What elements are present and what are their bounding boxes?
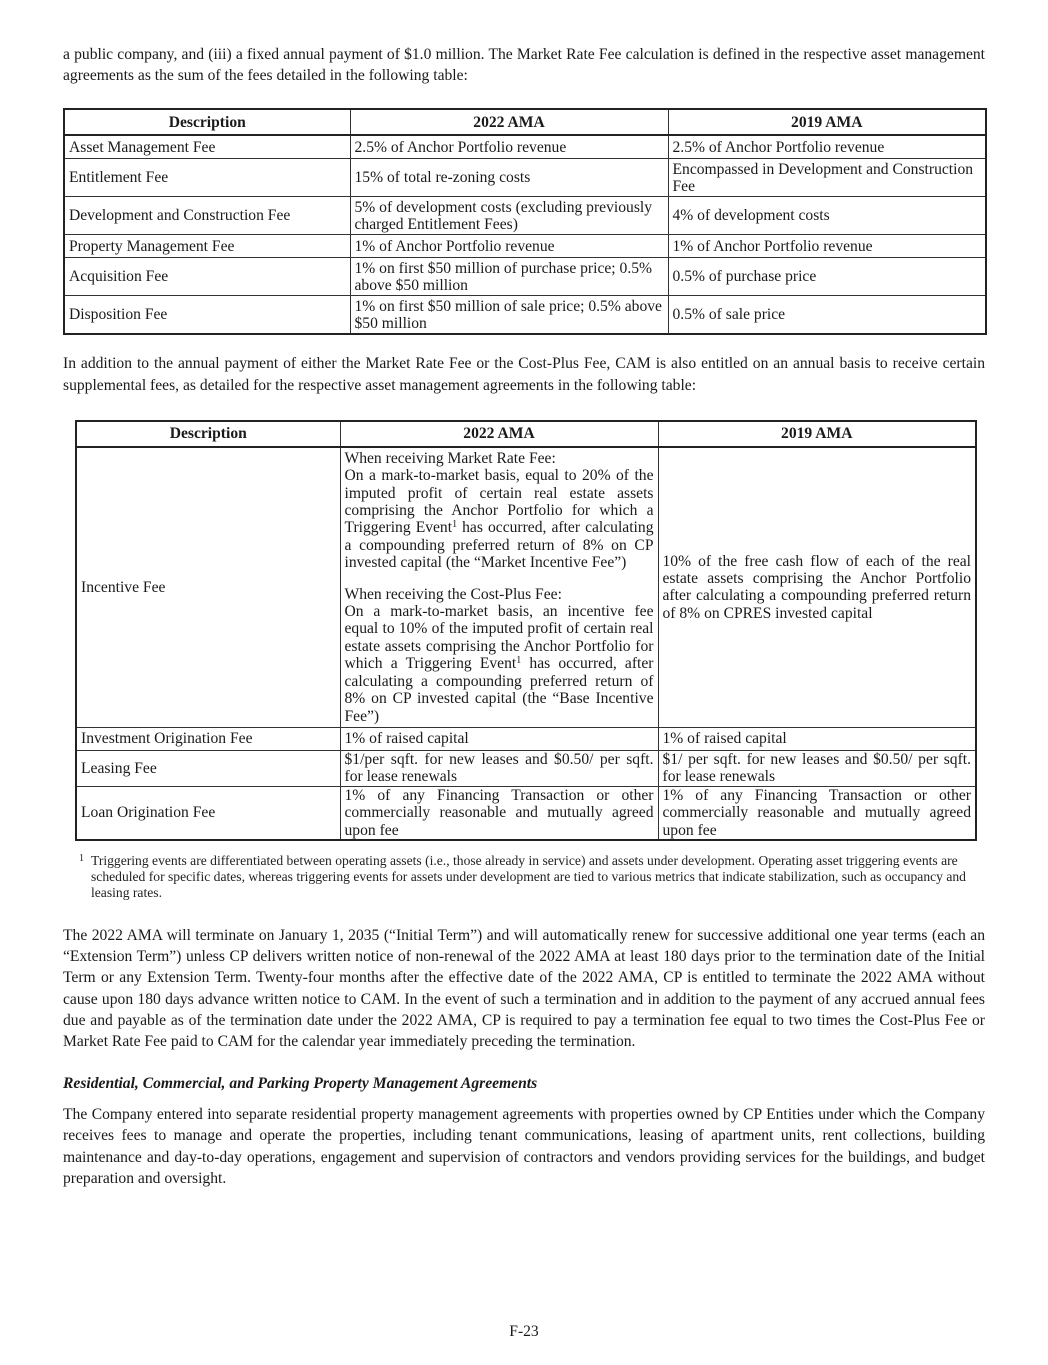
fee-2019-ama: 0.5% of sale price (668, 296, 986, 335)
footnote-text: Triggering events are differentiated between operating assets (i.e., those already in service) and assets under development. Operating asset triggering events are scheduled for specific dates, whereas triggering events for assets under development are tied to various metrics that indicate stabilization, such as occupancy and leasing rates. (91, 852, 966, 900)
fee-description: Asset Management Fee (64, 135, 350, 159)
page-number: F-23 (509, 1323, 539, 1340)
fee-2022-ama: 1% on first $50 million of sale price; 0.5% above $50 million (350, 296, 668, 335)
fee-2019-ama: 1% of any Financing Transaction or other commercially reasonable and mutually agreed upon fee (658, 786, 976, 840)
fee-description: Loan Origination Fee (76, 786, 340, 840)
cost-plus-heading: When receiving the Cost-Plus Fee: (344, 585, 562, 603)
fee-2022-ama: 1% on first $50 million of purchase price; 0.5% above $50 million (350, 258, 668, 296)
table-header-row (64, 109, 986, 135)
document-page (63, 44, 985, 1189)
table-row-incentive-fee (76, 447, 976, 728)
fee-2022-ama: 1% of Anchor Portfolio revenue (350, 235, 668, 258)
table-row (64, 197, 986, 235)
fee-description: Incentive Fee (76, 447, 340, 728)
fee-2019-ama: $1/ per sqft. for new leases and $0.50/ per sqft. for lease renewals (658, 750, 976, 786)
intro-paragraph: a public company, and (iii) a fixed annual payment of $1.0 million. The Market Rate Fee calculation is defined in the respective asset management agreements as the sum of the fees detailed in the following table: (63, 46, 985, 85)
table-row (76, 750, 976, 786)
fee-description: Leasing Fee (76, 750, 340, 786)
fee-2019-ama: 0.5% of purchase price (668, 258, 986, 296)
fee-2019-ama: 1% of Anchor Portfolio revenue (668, 235, 986, 258)
column-header-description: Description (64, 109, 350, 135)
footnote-ref: 1 (452, 519, 458, 531)
section-heading: Residential, Commercial, and Parking Property Management Agreements (63, 1075, 538, 1093)
table-row (76, 727, 976, 750)
table-row (64, 296, 986, 335)
property-management-paragraph: The Company entered into separate residential property management agreements with properties owned by CP Entities under which the Company receives fees to manage and operate the properties, including tenant communications, leasing of apartment units, rent collections, building maintenance and day-to-day operations, engagement and supervision of contractors and vendors providing services for the buildings, and budget preparation and oversight. (63, 1106, 985, 1187)
fee-description: Investment Origination Fee (76, 727, 340, 750)
fee-2022-ama: 2.5% of Anchor Portfolio revenue (350, 135, 668, 159)
fee-2019-ama: 1% of raised capital (658, 727, 976, 750)
termination-paragraph: The 2022 AMA will terminate on January 1, 2035 (“Initial Term”) and will automatically renew for successive additional one year terms (each an “Extension Term”) unless CP delivers written notice of non-renewal of the 2022 AMA at least 180 days prior to the termination date of the Initial Term or any Extension Term. Twenty-four months after the effective date of the 2022 AMA, CP is entitled to terminate the 2022 AMA without cause upon 180 days advance written notice to CAM. In the event of such a termination and in addition to the payment of any accrued annual fees due and payable as of the termination date under the 2022 AMA, CP is required to pay a termination fee equal to two times the Cost-Plus Fee or Market Rate Fee paid to CAM for the calendar year immediately preceding the termination. (63, 926, 985, 1050)
column-header-description: Description (76, 421, 340, 447)
fee-description: Disposition Fee (64, 296, 350, 335)
table-header-row (76, 421, 976, 447)
fee-2019-ama: 2.5% of Anchor Portfolio revenue (668, 135, 986, 159)
column-header-2022-ama: 2022 AMA (340, 421, 658, 447)
fee-2019-ama: 4% of development costs (668, 197, 986, 235)
column-header-2022-ama: 2022 AMA (350, 109, 668, 135)
footnote-marker: 1 (79, 852, 84, 864)
fee-description: Entitlement Fee (64, 159, 350, 197)
column-header-2019-ama: 2019 AMA (668, 109, 986, 135)
fee-description: Acquisition Fee (64, 258, 350, 296)
fee-2022-ama: 5% of development costs (excluding previously charged Entitlement Fees) (350, 197, 668, 235)
column-header-2019-ama: 2019 AMA (658, 421, 976, 447)
table-row (76, 786, 976, 840)
footnote-ref: 1 (516, 655, 522, 667)
table-row (64, 135, 986, 159)
fee-2022-ama: 1% of raised capital (340, 727, 658, 750)
base-incentive-text: On a mark-to-market basis, an incentive fee equal to 10% of the imputed profit of certain real estate assets comprising the Anchor Portfolio for which a Triggering Event$^1$ has occurred, after calculating a compounding preferred return of 8% on CP invested capital (the “Base Incentive Fee”) (344, 603, 654, 725)
fee-2019-ama: Encompassed in Development and Construction Fee (668, 159, 986, 197)
market-rate-fee-table (63, 108, 987, 335)
market-incentive-text: On a mark-to-market basis, equal to 20% of the imputed profit of certain real estate assets comprising the Anchor Portfolio for which a Triggering Event$^1$ has occurred, after calculating a compounding preferred return of 8% on CP invested capital (the “Market Incentive Fee”) (344, 467, 654, 572)
footnote (75, 853, 985, 901)
table-row (64, 159, 986, 197)
fee-2022-ama: $1/per sqft. for new leases and $0.50/ per sqft. for lease renewals (340, 750, 658, 786)
supplemental-fee-table (75, 420, 977, 841)
table-row (64, 235, 986, 258)
fee-2022-ama: 1% of any Financing Transaction or other commercially reasonable and mutually agreed upon fee (340, 786, 658, 840)
incentive-fee-2022-ama (340, 447, 658, 728)
fee-description: Development and Construction Fee (64, 197, 350, 235)
market-rate-heading: When receiving Market Rate Fee: (344, 449, 556, 467)
fee-2022-ama: 15% of total re-zoning costs (350, 159, 668, 197)
supplemental-fees-paragraph: In addition to the annual payment of either the Market Rate Fee or the Cost-Plus Fee, CAM is also entitled on an annual basis to receive certain supplemental fees, as detailed for the respective asset management agreements in the following table: (63, 355, 985, 394)
incentive-fee-2019-ama: 10% of the free cash flow of each of the real estate assets comprising the Anchor Portfolio after calculating a compounding preferred return of 8% on CPRES invested capital (658, 447, 976, 728)
fee-description: Property Management Fee (64, 235, 350, 258)
table-row (64, 258, 986, 296)
